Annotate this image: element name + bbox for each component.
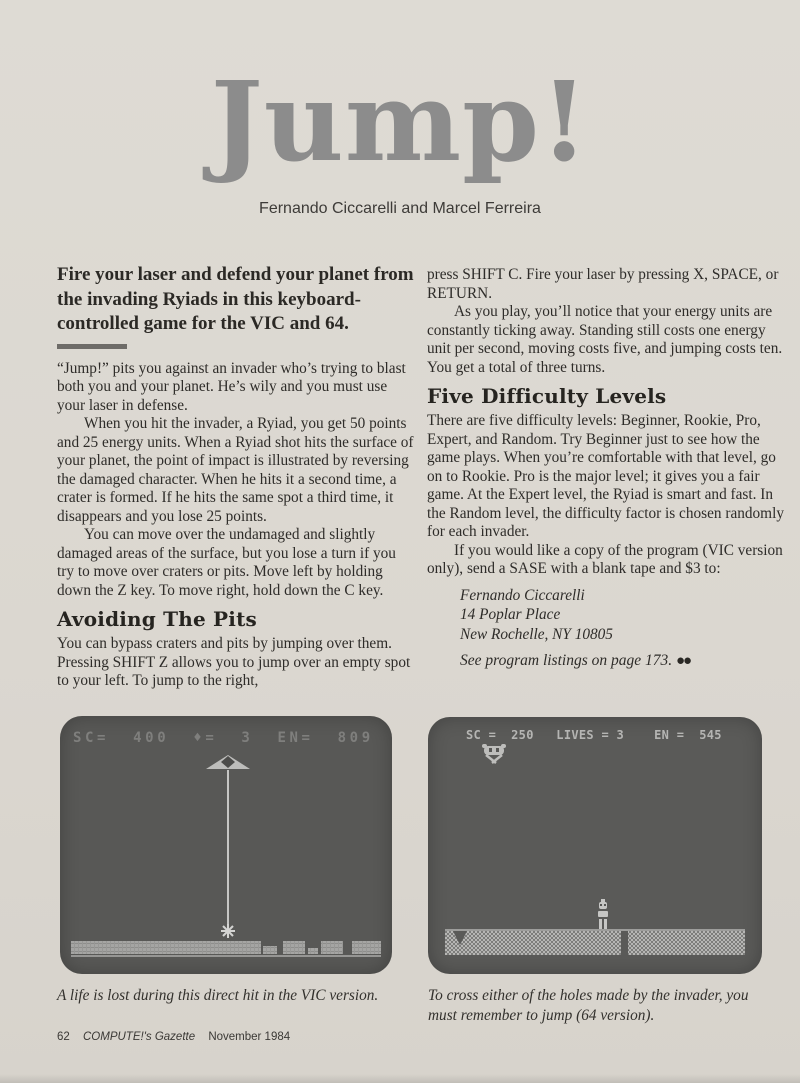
paragraph: press SHIFT C. Fire your laser by pressing X, SPACE, or RETURN. <box>427 266 779 302</box>
laser-beam <box>227 770 229 924</box>
paragraph: “Jump!” pits you against an invader who’s trying to blast both you and your planet. He’s wily and you must use your laser in defense. <box>57 359 406 414</box>
c64-status-line: SC = 250 LIVES = 3 EN = 545 <box>466 728 722 742</box>
paragraph: If you would like a copy of the program (VIC version only), send a SASE with a blank tape and $3 to: <box>427 541 783 577</box>
paragraph: You can move over the undamaged and slightly damaged areas of the surface, but you lose a turn if you try to move over craters or pits. Move left by holding down the Z key. To move right, hold down the C key. <box>57 526 396 599</box>
impact-star-icon <box>220 923 236 939</box>
section-heading-avoiding-the-pits: Avoiding The Pits <box>57 607 257 631</box>
vic-game-screenshot <box>60 716 392 974</box>
end-of-article-icon: ●● <box>676 653 691 669</box>
address-block <box>460 586 784 645</box>
right-column <box>427 266 784 670</box>
listing-note <box>460 652 784 670</box>
magazine-name: COMPUTE!'s Gazette <box>83 1031 196 1043</box>
paragraph: When you hit the invader, a Ryiad, you get 50 points and 25 energy units. When a Ryiad shot hits the surface of your planet, the point of impact is illustrated by reversing the damaged character. When he hits it a second time, a crater is formed. If he hits the same spot a third time, it disappears and you lose 25 points. <box>57 415 414 525</box>
paragraph: There are five difficulty levels: Beginner, Rookie, Pro, Expert, and Random. Try Beginner just to see how the game plays. When you’re comfortable with that level, go on to Rookie. Pro is the major level; it gives you a fair game. At the Expert level, the Ryiad is smart and fast. In the Random level, the difficulty factor is chosen randomly for each invader. <box>427 412 784 540</box>
address-city: New Rochelle, NY 10805 <box>460 625 613 643</box>
intro-deck: Fire your laser and defend your planet from the invading Ryiads in this keyboard-controlled game for the VIC and 64. <box>57 264 414 334</box>
paragraph: You can bypass craters and pits by jumping over them. Pressing SHIFT Z allows you to jump over an empty spot to your left. To jump to the right, <box>57 635 411 689</box>
page-number: 62 <box>57 1031 70 1043</box>
vic-status-line: SC= 400 ♦= 3 EN= 809 <box>73 730 374 746</box>
page-bottom-edge <box>0 1074 800 1083</box>
listing-note-text: See program listings on page 173. <box>460 652 673 669</box>
invader-arrow-icon <box>206 755 250 770</box>
address-street: 14 Poplar Place <box>460 606 561 623</box>
c64-ground-surface <box>445 929 745 957</box>
issue-date: November 1984 <box>208 1031 291 1043</box>
page-footer <box>57 1031 290 1043</box>
crab-invader-icon <box>480 743 508 765</box>
section-heading-five-difficulty-levels: Five Difficulty Levels <box>427 384 667 408</box>
player-icon <box>594 899 612 931</box>
paragraph: As you play, you’ll notice that your energy units are constantly ticking away. Standing still costs one energy unit per second, moving costs five, and jumping costs ten. You get a total of three turns. <box>427 303 783 376</box>
byline: Fernando Ciccarelli and Marcel Ferreira <box>259 200 541 217</box>
address-name: Fernando Ciccarelli <box>460 586 585 604</box>
vic-caption: A life is lost during this direct hit in the VIC version. <box>57 987 379 1004</box>
c64-game-screenshot <box>428 717 762 974</box>
left-column <box>57 263 415 691</box>
divider-rule <box>57 344 127 349</box>
page-title: Jump! <box>210 57 590 186</box>
vic-ground-surface <box>71 940 381 958</box>
c64-caption: To cross either of the holes made by the invader, you must remember to jump (64 version). <box>428 987 749 1024</box>
